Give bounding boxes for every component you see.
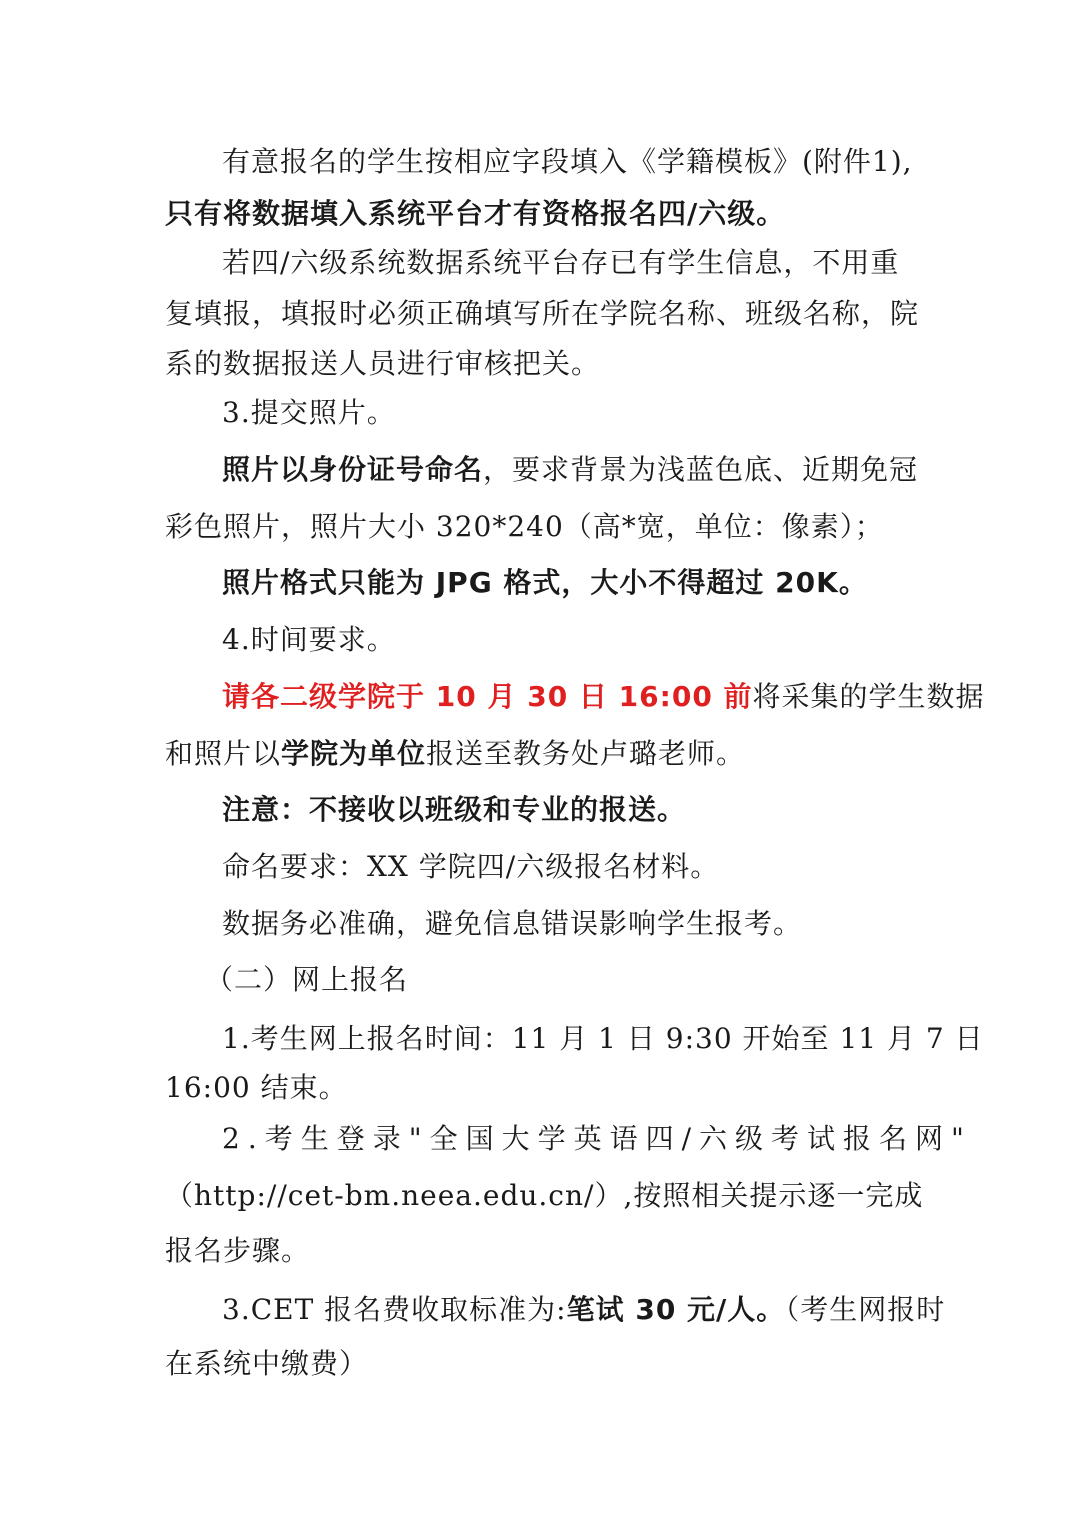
paragraph-line (165, 1068, 925, 1108)
text: 彩色照片，照片大小 320*240（高*宽，单位：像素）； (165, 510, 884, 543)
paragraph-line (165, 1231, 925, 1271)
text: 报名步骤。 (165, 1234, 311, 1267)
item-title (222, 620, 922, 660)
text: 将采集的学生数据 (752, 680, 985, 713)
paragraph-line (222, 243, 922, 283)
text: 3.CET 报名费收取标准为: (222, 1293, 567, 1326)
paragraph-line (222, 677, 985, 717)
bold-text: 照片以身份证号命名 (222, 453, 484, 486)
paragraph-line (165, 1344, 925, 1384)
paragraph-line (222, 904, 922, 944)
item-title (222, 393, 922, 433)
text: 有意报名的学生按相应字段填入《学籍模板》(附件1), (222, 145, 913, 178)
bold-line (222, 563, 922, 603)
paragraph-line (222, 1119, 972, 1159)
url-line (165, 1176, 925, 1216)
text: （考生网报时 (785, 1293, 946, 1326)
bold-line (165, 194, 925, 234)
text: 4.时间要求。 (222, 623, 396, 656)
text: 2.考生登录"全国大学英语四/六级考试报名网" (222, 1122, 972, 1155)
paragraph-line (222, 450, 922, 490)
bold-text: 笔试 30 元/人。 (566, 1293, 786, 1326)
paragraph-line (165, 507, 925, 547)
text: （http://cet-bm.neea.edu.cn/）,按照相关提示逐一完成 (165, 1179, 924, 1212)
text: 命名要求：XX 学院四/六级报名材料。 (222, 850, 720, 883)
bold-text: 学院为单位 (281, 737, 427, 770)
text: 3.提交照片。 (222, 396, 396, 429)
paragraph-line (222, 1019, 984, 1059)
text: 在系统中缴费） (165, 1347, 369, 1380)
paragraph-line (165, 734, 925, 774)
paragraph-line (165, 344, 925, 384)
paragraph-line (222, 142, 922, 182)
paragraph-line (222, 847, 922, 887)
text: 系的数据报送人员进行审核把关。 (165, 347, 601, 380)
text: （二）网上报名 (205, 963, 409, 996)
text: 16:00 结束。 (165, 1071, 348, 1104)
text: 只有将数据填入系统平台才有资格报名四/六级。 (165, 197, 786, 230)
text: 数据务必准确，避免信息错误影响学生报考。 (222, 907, 803, 940)
paragraph-line (222, 1290, 946, 1330)
text: 注意：不接收以班级和专业的报送。 (222, 793, 687, 826)
text: 1.考生网上报名时间：11 月 1 日 9:30 开始至 11 月 7 日 (222, 1022, 984, 1055)
text: 照片格式只能为 JPG 格式，大小不得超过 20K。 (222, 566, 868, 599)
text: 若四/六级系统数据系统平台存已有学生信息，不用重 (222, 246, 900, 279)
deadline-highlight: 请各二级学院于 10 月 30 日 16:00 前 (222, 680, 753, 713)
text: 报送至教务处卢璐老师。 (426, 737, 746, 770)
text: 和照片以 (165, 737, 282, 770)
text: 复填报，填报时必须正确填写所在学院名称、班级名称，院 (165, 297, 920, 330)
text: ，要求背景为浅蓝色底、近期免冠 (483, 453, 919, 486)
paragraph-line (165, 294, 925, 334)
section-heading (205, 960, 965, 1000)
notice-line (222, 790, 922, 830)
